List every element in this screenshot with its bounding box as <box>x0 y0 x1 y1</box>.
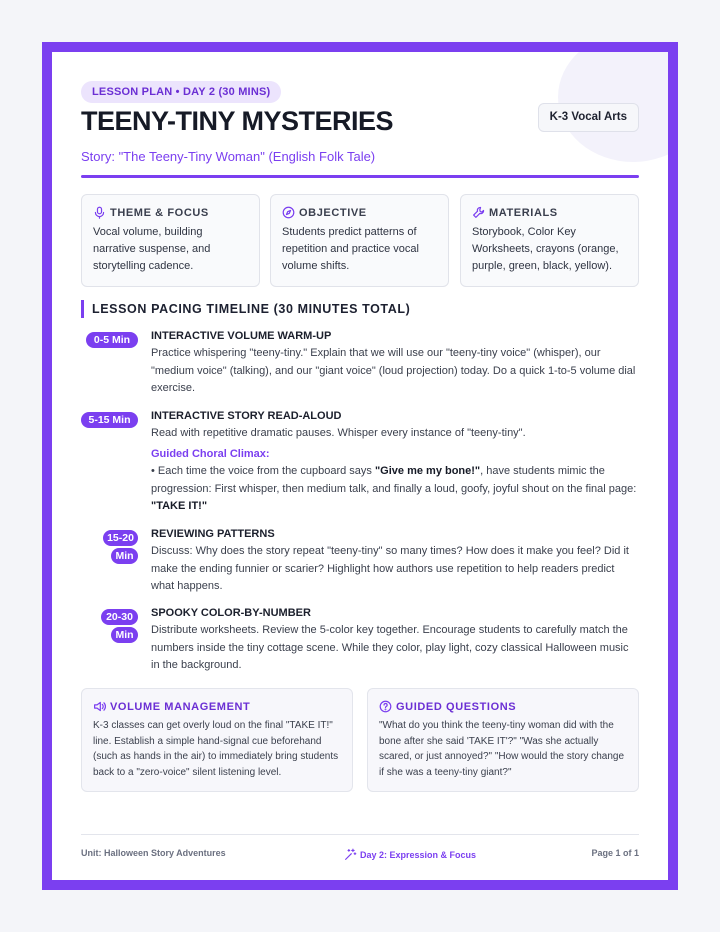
footer-day-label: Day 2: Expression & Focus <box>360 849 477 860</box>
timeline-body <box>151 410 639 516</box>
theme-card-heading <box>93 206 248 219</box>
objective-card-heading <box>282 206 437 219</box>
speaker-icon <box>93 700 106 713</box>
footer-day <box>344 848 476 861</box>
grade-badge: K-3 Vocal Arts <box>538 103 639 132</box>
theme-card <box>81 194 260 287</box>
timeline-heading: LESSON PACING TIMELINE (30 MINUTES TOTAL) <box>81 300 410 318</box>
choral-climax-heading: Guided Choral Climax: <box>151 447 270 460</box>
page-title: TEENY-TINY MYSTERIES <box>81 106 394 136</box>
materials-card <box>460 194 639 287</box>
timeline-text: Practice whispering "teeny-tiny." Explain that we will use our "teeny-tiny voice" (whisper), our "medium voice" (talking), and our "giant voice" (loud projection) today. Do a quick 1-to-5 volume dial exercise. <box>151 347 636 394</box>
timeline-body <box>151 330 639 398</box>
wrench-icon <box>472 206 485 219</box>
timeline-body <box>151 607 639 675</box>
lesson-page <box>52 52 668 880</box>
microphone-icon <box>93 206 106 219</box>
timeline-text: Discuss: Why does the story repeat "teeny-tiny" so many times? How does it make you feel? Did it make the ending funnier or scarier? Highlight how authors use repetition to help readers predict what happens. <box>151 545 629 592</box>
timeline-body <box>151 528 639 596</box>
question-circle-icon <box>379 700 392 713</box>
timeline-title: REVIEWING PATTERNS <box>151 528 275 540</box>
lesson-pill: LESSON PLAN • DAY 2 (30 MINS) <box>81 81 281 103</box>
timeline-text: Distribute worksheets. Review the 5-color key together. Encourage students to carefully match the numbers inside the tiny cottage scene. While they color, play light, cozy classical Halloween music in the background. <box>151 624 629 671</box>
questions-box-title: GUIDED QUESTIONS <box>396 700 517 713</box>
questions-box-text: "What do you think the teeny-tiny woman did with the bone after she said 'TAKE IT'?" "Was she actually scared, or just annoyed?" "How would the story change if she was a teeny-tiny giant?" <box>379 720 625 778</box>
time-badge-line1: 15-20 <box>103 530 138 546</box>
footer-divider <box>81 834 639 835</box>
choral-climax-text <box>151 463 639 516</box>
choral-text-start: • Each time the voice from the cupboard says <box>151 465 375 477</box>
questions-box-heading <box>379 700 627 713</box>
footer-unit: Unit: Halloween Story Adventures <box>81 848 226 858</box>
page-frame <box>42 42 678 890</box>
theme-card-text: Vocal volume, building narrative suspense, and storytelling cadence. <box>93 226 211 272</box>
time-badge-line2: Min <box>111 627 138 643</box>
materials-card-text: Storybook, Color Key Worksheets, crayons (orange, purple, green, black, yellow). <box>472 226 619 272</box>
materials-card-heading <box>472 206 627 219</box>
time-badge: 0-5 Min <box>86 332 138 348</box>
volume-box-title: VOLUME MANAGEMENT <box>110 700 251 713</box>
choral-quote-bone: "Give me my bone!" <box>374 465 481 477</box>
title-divider <box>81 175 639 178</box>
volume-box-heading <box>93 700 341 713</box>
time-badge: 5-15 Min <box>81 412 138 428</box>
timeline-title: INTERACTIVE VOLUME WARM-UP <box>151 330 332 342</box>
timeline-title: INTERACTIVE STORY READ-ALOUD <box>151 410 342 422</box>
volume-box-text: K-3 classes can get overly loud on the final "TAKE IT!" line. Establish a simple hand-signal cue beforehand (such as hands in the air) to immediately bring students back to a "zero-voice" silent listening level. <box>93 720 339 778</box>
footer-page-number: Page 1 of 1 <box>591 848 639 858</box>
time-badge-line1: 20-30 <box>101 609 138 625</box>
story-subtitle: Story: "The Teeny-Tiny Woman" (English Folk Tale) <box>81 149 376 164</box>
choral-quote-take-it: "TAKE IT!" <box>151 500 208 512</box>
objective-card-text: Students predict patterns of repetition and practice vocal volume shifts. <box>282 226 419 272</box>
theme-card-title: THEME & FOCUS <box>110 206 209 219</box>
time-badge-line2: Min <box>111 548 138 564</box>
timeline-text: Read with repetitive dramatic pauses. Whisper every instance of "teeny-tiny". <box>151 427 526 439</box>
volume-management-box <box>81 688 353 792</box>
materials-card-title: MATERIALS <box>489 206 558 219</box>
guided-questions-box <box>367 688 639 792</box>
objective-card <box>270 194 449 287</box>
choral-text-middle: , have students mimic the progression: First whisper, then medium talk, and finally a loud, goofy, joyful shout on the final page: <box>151 465 637 495</box>
sparkle-wand-icon <box>344 848 357 861</box>
tip-boxes <box>81 688 639 792</box>
info-cards <box>81 194 639 287</box>
objective-card-title: OBJECTIVE <box>299 206 367 219</box>
timeline-title: SPOOKY COLOR-BY-NUMBER <box>151 607 311 619</box>
compass-icon <box>282 206 295 219</box>
